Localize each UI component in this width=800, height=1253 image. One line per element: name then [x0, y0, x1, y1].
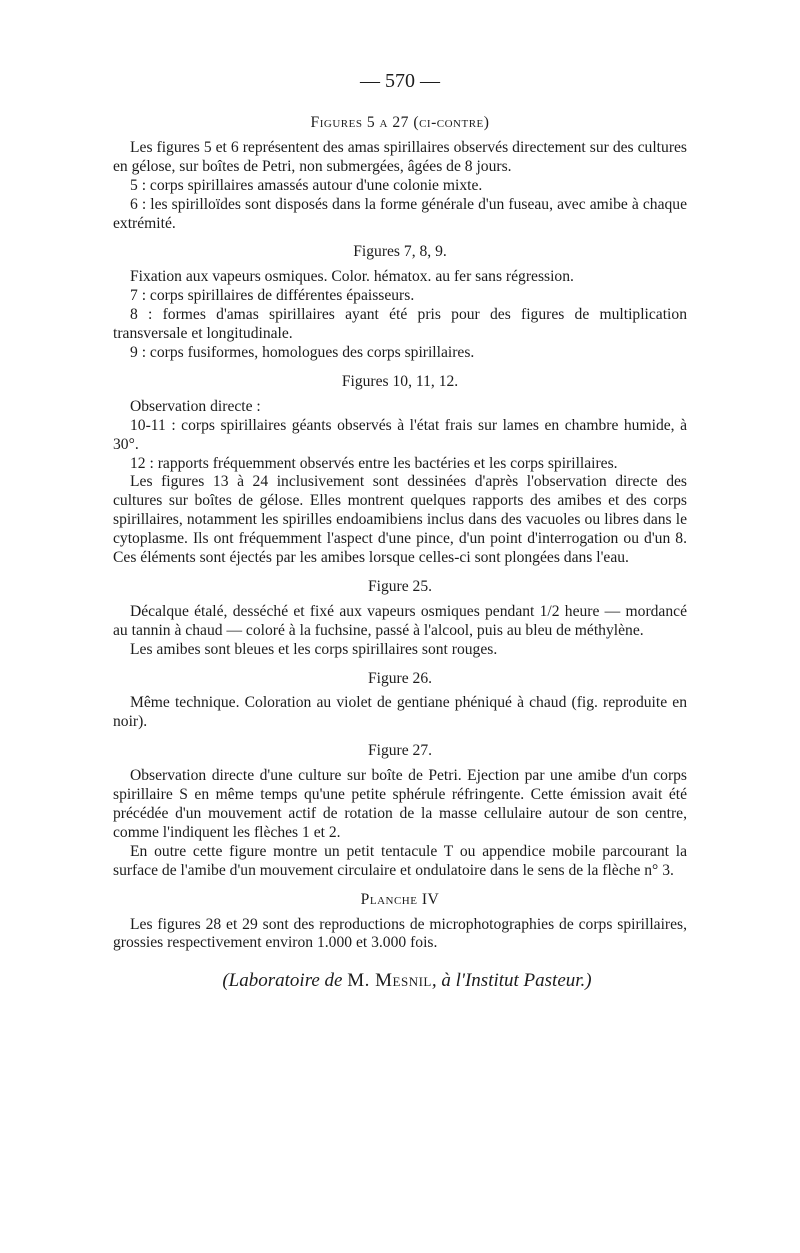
- paragraph: 10-11 : corps spirillaires géants observés à l'état frais sur lames en chambre humide, à 30°.: [113, 416, 687, 453]
- paragraph: Observation directe :: [130, 397, 261, 415]
- credit-author-name: M. Mesnil: [347, 970, 432, 992]
- section-title-figure-26: Figure 26.: [367, 669, 433, 687]
- paragraph: Les figures 13 à 24 inclusivement sont dessinées d'après l'observation directe des cultures sur boîtes de gélose. Elles montrent quelques rapports des amibes et des corps spirillaires, notamment les spirilles endoamibiens inclus dans des vacuoles ou libres dans le cytoplasme. Ils ont fréquemment l'aspect d'une pince, d'un point d'interrogation ou d'un 8. Ces éléments sont éjectés par les amibes lorsque celles-ci sont plongées dans l'eau.: [113, 473, 687, 567]
- paragraph: Les figures 5 et 6 représentent des amas spirillaires observés directement sur des cultures en gélose, sur boîtes de Petri, non submergées, âgées de 8 jours.: [113, 138, 687, 175]
- paragraph: 12 : rapports fréquemment observés entre les bactéries et les corps spirillaires.: [130, 454, 618, 472]
- page-number: — 570 —: [360, 70, 440, 92]
- paragraph: Même technique. Coloration au violet de gentiane phéniqué à chaud (fig. reproduite en noir).: [113, 694, 687, 731]
- paragraph: 8 : formes d'amas spirillaires ayant été pris pour des figures de multiplication transversale et longitudinale.: [113, 306, 687, 343]
- credit-prefix: (Laboratoire de: [222, 970, 348, 992]
- credit-suffix: , à l'Institut Pasteur.): [431, 970, 592, 992]
- page-content: [113, 68, 687, 993]
- section-title-figures-10-12: Figures 10, 11, 12.: [341, 372, 459, 390]
- section-title-planche-iv: Planche IV: [360, 890, 440, 908]
- paragraph: Les figures 28 et 29 sont des reproductions de microphotographies de corps spirillaires, grossies respectivement environ 1.000 et 3.000 fois.: [113, 915, 687, 952]
- section-title-figure-25: Figure 25.: [367, 577, 433, 595]
- section-title-figures-7-9: Figures 7, 8, 9.: [353, 243, 447, 261]
- paragraph: Les amibes sont bleues et les corps spirillaires sont rouges.: [130, 640, 498, 658]
- section-title-figures-5-27: Figures 5 a 27 (ci-contre): [310, 114, 490, 131]
- paragraph: Fixation aux vapeurs osmiques. Color. hématox. au fer sans régression.: [130, 268, 574, 286]
- section-title-figure-27: Figure 27.: [367, 742, 433, 760]
- credit-line: [113, 969, 687, 993]
- paragraph: 6 : les spirilloïdes sont disposés dans la forme générale d'un fuseau, avec amibe à chaque extrémité.: [113, 195, 687, 232]
- paragraph: Décalque étalé, desséché et fixé aux vapeurs osmiques pendant 1/2 heure — mordancé au tannin à chaud — coloré à la fuchsine, passé à l'alcool, puis au bleu de méthylène.: [113, 602, 687, 639]
- paragraph: 5 : corps spirillaires amassés autour d'une colonie mixte.: [130, 176, 483, 194]
- paragraph: 7 : corps spirillaires de différentes épaisseurs.: [130, 287, 415, 305]
- paragraph: En outre cette figure montre un petit tentacule T ou appendice mobile parcourant la surface de l'amibe d'un mouvement circulaire et ondulatoire dans le sens de la flèche n° 3.: [113, 842, 687, 879]
- paragraph: Observation directe d'une culture sur boîte de Petri. Ejection par une amibe d'un corps spirillaire S en même temps qu'une petite sphérule réfringente. Cette émission avait été précédée d'un mouvement actif de rotation de la masse cellulaire autour de son centre, comme l'indiquent les flèches 1 et 2.: [113, 767, 687, 841]
- paragraph: 9 : corps fusiformes, homologues des corps spirillaires.: [130, 343, 475, 361]
